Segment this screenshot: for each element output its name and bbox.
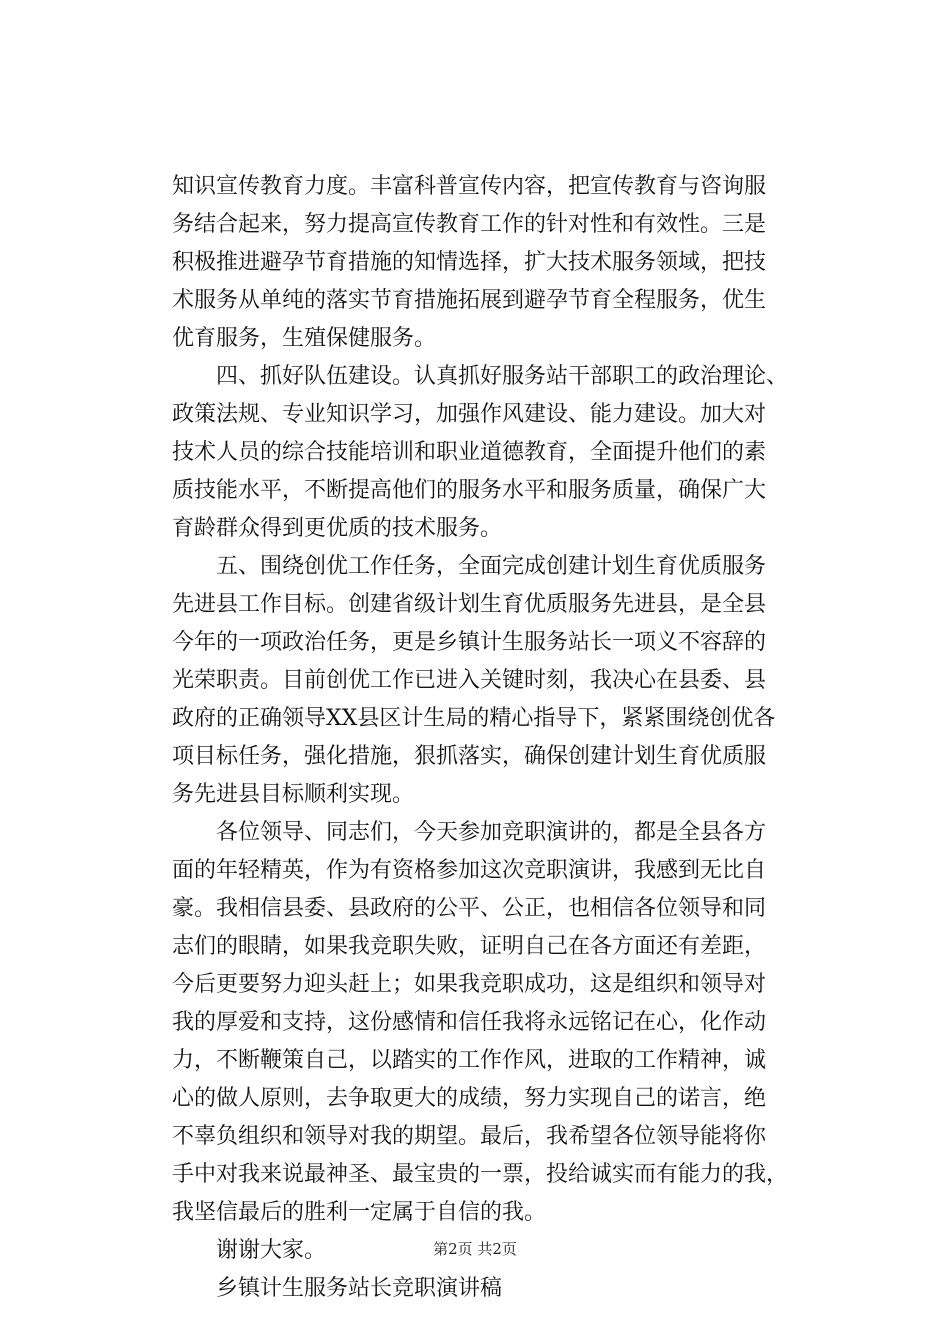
- text-line: 政策法规、专业知识学习，加强作风建设、能力建设。加大对: [172, 402, 767, 427]
- text-line: 务结合起来，努力提高宣传教育工作的针对性和有效性。三是: [172, 212, 767, 237]
- text-line: 知识宣传教育力度。丰富科普宣传内容，把宣传教育与咨询服: [172, 174, 767, 199]
- text-line: 心的做人原则，去争取更大的成绩，努力实现自己的诺言，绝: [172, 1086, 767, 1111]
- text-line: 术服务从单纯的落实节育措施拓展到避孕节育全程服务，优生: [172, 288, 767, 313]
- text-line: 我坚信最后的胜利一定属于自信的我。: [172, 1200, 547, 1225]
- text-line: 优育服务，生殖保健服务。: [172, 326, 437, 351]
- text-line: 力，不断鞭策自己，以踏实的工作作风，进取的工作精神，诚: [172, 1048, 767, 1073]
- text-line: 技术人员的综合技能培训和职业道德教育，全面提升他们的素: [172, 440, 767, 465]
- text-line: 不辜负组织和领导对我的期望。最后，我希望各位领导能将你: [172, 1124, 767, 1149]
- document-body: [172, 168, 862, 1308]
- text-line: 乡镇计生服务站长竞职演讲稿: [172, 1276, 503, 1301]
- text-line: 光荣职责。目前创优工作已进入关键时刻，我决心在县委、县: [172, 668, 767, 693]
- text-line: 今后更要努力迎头赶上；如果我竞职成功，这是组织和领导对: [172, 972, 767, 997]
- text-line: 政府的正确领导XX县区计生局的精心指导下，紧紧围绕创优各: [172, 706, 776, 731]
- text-line: 谢谢大家。: [172, 1238, 327, 1263]
- text-line: 四、抓好队伍建设。认真抓好服务站干部职工的政治理论、: [172, 364, 789, 389]
- text-line: 豪。我相信县委、县政府的公平、公正，也相信各位领导和同: [172, 896, 767, 921]
- text-line: 质技能水平，不断提高他们的服务水平和服务质量，确保广大: [172, 478, 767, 503]
- text-line: 我的厚爱和支持，这份感情和信任我将永远铭记在心，化作动: [172, 1010, 767, 1035]
- text-line: 务先进县目标顺利实现。: [172, 782, 415, 807]
- text-line: 手中对我来说最神圣、最宝贵的一票，投给诚实而有能力的我，: [172, 1162, 789, 1187]
- text-line: 育龄群众得到更优质的技术服务。: [172, 516, 503, 541]
- text-line: 积极推进避孕节育措施的知情选择，扩大技术服务领域，把技: [172, 250, 767, 275]
- text-line: 各位领导、同志们，今天参加竞职演讲的，都是全县各方: [172, 820, 767, 845]
- text-line: 志们的眼睛，如果我竞职失败，证明自己在各方面还有差距，: [172, 934, 767, 959]
- page-number-label: 第2页 共2页: [433, 1240, 517, 1258]
- text-line: 五、围绕创优工作任务，全面完成创建计划生育优质服务: [172, 554, 767, 579]
- text-line: 项目标任务，强化措施，狠抓落实，确保创建计划生育优质服: [172, 744, 767, 769]
- text-line: 今年的一项政治任务，更是乡镇计生服务站长一项义不容辞的: [172, 630, 767, 655]
- page-footer: [0, 1238, 950, 1260]
- text-line: 先进县工作目标。创建省级计划生育优质服务先进县，是全县: [172, 592, 767, 617]
- text-line: 面的年轻精英，作为有资格参加这次竞职演讲，我感到无比自: [172, 858, 767, 883]
